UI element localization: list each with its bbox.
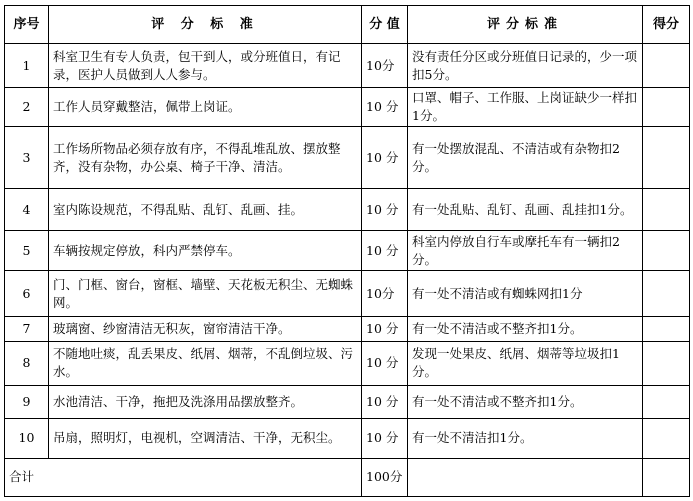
row-score: 10 分	[362, 189, 408, 231]
row-criteria: 工作人员穿戴整洁，佩带上岗证。	[49, 88, 362, 127]
row-no: 3	[5, 127, 49, 189]
row-result[interactable]	[643, 127, 690, 189]
table-row	[5, 231, 690, 271]
row-result[interactable]	[643, 418, 690, 458]
total-deduction	[408, 458, 643, 496]
row-score: 10 分	[362, 341, 408, 385]
row-no: 5	[5, 231, 49, 271]
row-no: 9	[5, 385, 49, 418]
row-no: 8	[5, 341, 49, 385]
row-deduction: 有一处乱贴、乱钉、乱画、乱挂扣1分。	[408, 189, 643, 231]
row-result[interactable]	[643, 316, 690, 341]
row-no: 6	[5, 271, 49, 316]
table-row	[5, 271, 690, 316]
row-deduction: 口罩、帽子、工作服、上岗证缺少一样扣1分。	[408, 88, 643, 127]
scoring-table	[4, 5, 690, 497]
table-row	[5, 316, 690, 341]
header-criteria: 评 分 标 准	[49, 6, 362, 44]
row-score: 10 分	[362, 316, 408, 341]
table-row	[5, 385, 690, 418]
row-result[interactable]	[643, 189, 690, 231]
table-row	[5, 189, 690, 231]
row-result[interactable]	[643, 44, 690, 88]
row-criteria: 水池清洁、干净，拖把及洗涤用品摆放整齐。	[49, 385, 362, 418]
row-deduction: 有一处不清洁或不整齐扣1分。	[408, 385, 643, 418]
header-deduction: 评分标准	[408, 6, 643, 44]
row-no: 7	[5, 316, 49, 341]
row-criteria: 门、门框、窗台，窗框、墙壁、天花板无积尘、无蜘蛛网。	[49, 271, 362, 316]
row-no: 2	[5, 88, 49, 127]
row-criteria: 玻璃窗、纱窗清洁无积灰，窗帘清洁干净。	[49, 316, 362, 341]
row-no: 4	[5, 189, 49, 231]
row-criteria: 工作场所物品必须存放有序，不得乱堆乱放、摆放整齐，没有杂物，办公桌、椅子干净、清洁。	[49, 127, 362, 189]
header-result: 得分	[643, 6, 690, 44]
row-no: 10	[5, 418, 49, 458]
row-deduction: 科室内停放自行车或摩托车有一辆扣2分。	[408, 231, 643, 271]
row-score: 10分	[362, 44, 408, 88]
table-row	[5, 418, 690, 458]
row-result[interactable]	[643, 88, 690, 127]
total-row	[5, 458, 690, 496]
total-score: 100分	[362, 458, 408, 496]
total-result[interactable]	[643, 458, 690, 496]
row-criteria: 科室卫生有专人负责，包干到人，或分班值日，有记录，医护人员做到人人参与。	[49, 44, 362, 88]
table-row	[5, 127, 690, 189]
row-deduction: 有一处不清洁扣1分。	[408, 418, 643, 458]
total-label: 合计	[5, 458, 362, 496]
row-score: 10 分	[362, 385, 408, 418]
row-criteria: 车辆按规定停放，科内严禁停车。	[49, 231, 362, 271]
header-row	[5, 6, 690, 44]
row-deduction: 发现一处果皮、纸屑、烟蒂等垃圾扣1分。	[408, 341, 643, 385]
row-deduction: 有一处不清洁或有蜘蛛网扣1分	[408, 271, 643, 316]
row-result[interactable]	[643, 271, 690, 316]
row-no: 1	[5, 44, 49, 88]
row-result[interactable]	[643, 385, 690, 418]
row-criteria: 室内陈设规范，不得乱贴、乱钉、乱画、挂。	[49, 189, 362, 231]
row-score: 10 分	[362, 418, 408, 458]
row-score: 10 分	[362, 231, 408, 271]
table-row	[5, 341, 690, 385]
header-score: 分 值	[362, 6, 408, 44]
row-result[interactable]	[643, 231, 690, 271]
row-criteria: 吊扇，照明灯，电视机，空调清洁、干净，无积尘。	[49, 418, 362, 458]
row-deduction: 有一处不清洁或不整齐扣1分。	[408, 316, 643, 341]
row-score: 10 分	[362, 127, 408, 189]
row-score: 10分	[362, 271, 408, 316]
row-score: 10 分	[362, 88, 408, 127]
table-row	[5, 88, 690, 127]
table-row	[5, 44, 690, 88]
row-deduction: 没有责任分区或分班值日记录的，少一项扣5分。	[408, 44, 643, 88]
row-criteria: 不随地吐痰，乱丢果皮、纸屑、烟蒂，不乱倒垃圾、污水。	[49, 341, 362, 385]
header-no: 序号	[5, 6, 49, 44]
row-deduction: 有一处摆放混乱、不清洁或有杂物扣2分。	[408, 127, 643, 189]
row-result[interactable]	[643, 341, 690, 385]
